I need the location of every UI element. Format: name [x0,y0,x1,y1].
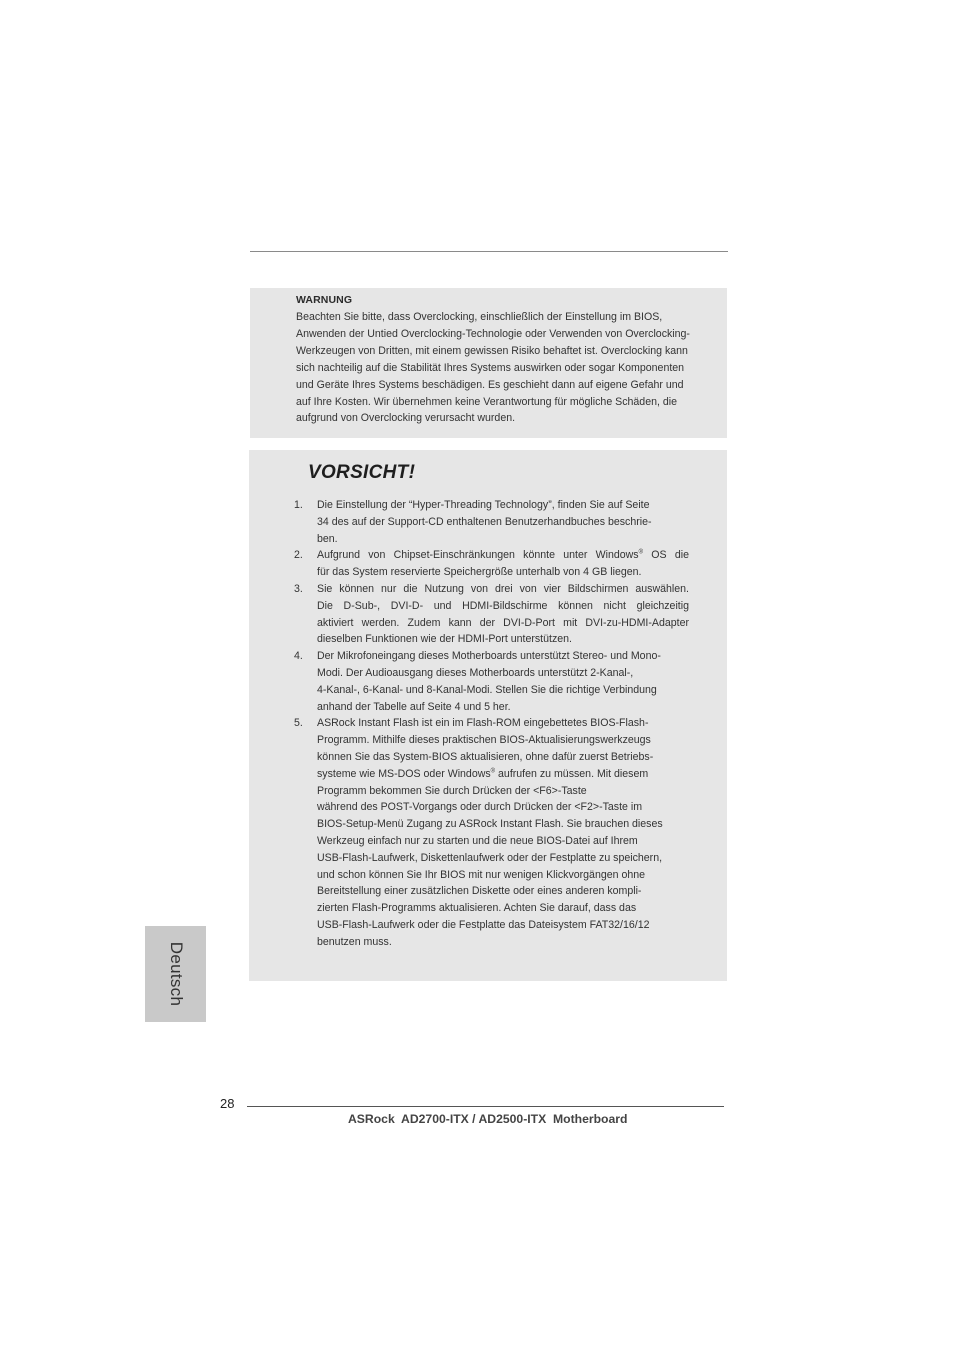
list-item-number: 3. [294,582,303,595]
list-item-line [317,766,689,783]
list-item-line: BIOS-Setup-Menü Zugang zu ASRock Instant Flash. Sie brauchen dieses [317,818,663,831]
list-item-line: Die Einstellung der “Hyper-Threading Technology”, finden Sie auf Seite [317,499,650,511]
list-item-line: USB-Flash-Laufwerk oder die Festplatte das Dateisystem FAT32/16/12 [317,918,650,931]
warning-title: WARNUNG [296,294,353,306]
warning-text [296,309,718,427]
warning-line: sich nachteilig auf die Stabilität Ihres Systems auswirken oder sogar Komponenten [296,361,685,374]
list-item-line: Programm. Mithilfe dieses praktischen BIOS-Aktualisierungswerkzeugs [317,734,651,747]
list-item-number: 1. [294,499,303,511]
list-item-number: 4. [294,650,303,663]
language-tab-label: Deutsch [166,941,186,1007]
warning-line: und Geräte Ihres Systems beschädigen. Es geschieht dann auf eigene Gefahr und [296,378,684,391]
warning-line: aufgrund von Overclocking verursacht wurden. [296,412,516,425]
list-item [294,648,689,715]
list-item-line: 34 des auf der Support-CD enthaltenen Benutzerhandbuches beschrie- [317,515,652,528]
registered-mark: ® [638,549,644,556]
list-item-text: systeme wie MS-DOS oder Windows [317,767,491,780]
list-item-line: während des POST-Vorgangs oder durch Drücken der <F2>-Taste im [317,801,643,814]
page-number: 28 [220,1096,235,1111]
list-item-line: benutzen muss. [317,935,392,948]
list-item-line: ASRock Instant Flash ist ein im Flash-ROM eingebettetes BIOS-Flash- [317,717,649,730]
list-item-line: können Sie das System-BIOS aktualisieren, ohne dafür zuerst Betriebs- [317,750,654,763]
warning-line: Anwenden der Untied Overclocking-Technologie oder Verwenden von Overclocking- [296,327,690,340]
list-item-line: aktiviert werden. Zudem kann der DVI-D-Port mit DVI-zu-HDMI-Adapter [317,616,689,629]
list-item-number: 2. [294,549,303,562]
list-item-line: Die D-Sub-, DVI-D- und HDMI-Bildschirme können nicht gleichzeitig [317,599,689,612]
footer-divider [247,1106,724,1107]
list-item-line: Sie können nur die Nutzung von drei von vier Bildschirmen auswählen. [317,582,689,595]
warning-line: Beachten Sie bitte, dass Overclocking, einschließlich der Einstellung im BIOS, [296,311,663,323]
list-item-line: Werkzeug einfach nur zu starten und die neue BIOS-Datei auf Ihrem [317,834,638,847]
list-item-line: für das System reservierte Speichergröße unterhalb von 4 GB liegen. [317,566,642,579]
list-item-line: Bereitstellung einer zusätzlichen Diskette oder eines anderen kompli- [317,885,642,898]
list-item-line: ben. [317,532,338,545]
list-item-line: Programm bekommen Sie durch Drücken der <F6>-Taste [317,784,587,797]
footer-title: ASRock AD2700-ITX / AD2500-ITX Motherboard [348,1112,628,1126]
caution-title: VORSICHT! [308,462,416,483]
list-item [294,547,689,581]
caution-list [294,497,689,951]
registered-mark: ® [490,768,496,775]
top-divider [250,251,728,252]
list-item-line: USB-Flash-Laufwerk, Diskettenlaufwerk oder der Festplatte zu speichern, [317,851,663,864]
warning-line: auf Ihre Kosten. Wir übernehmen keine Verantwortung für mögliche Schäden, die [296,395,678,408]
list-item-line: Modi. Der Audioausgang dieses Motherboards unterstützt 2-Kanal-, [317,666,634,679]
list-item-line: anhand der Tabelle auf Seite 4 und 5 her. [317,700,511,713]
list-item [294,497,689,547]
list-item-number: 5. [294,717,303,730]
language-tab [145,926,206,1022]
warning-line: Werkzeugen von Dritten, mit einem gewissen Risiko behaftet ist. Overclocking kann [296,344,688,357]
list-item-text: aufrufen zu müssen. Mit diesem [495,767,649,780]
list-item-line: 4-Kanal-, 6-Kanal- und 8-Kanal-Modi. Stellen Sie die richtige Verbindung [317,683,657,696]
list-item-text: Aufgrund von Chipset-Einschränkungen könnte unter Windows [317,549,639,562]
list-item-line: dieselben Funktionen wie der HDMI-Port unterstützen. [317,633,572,646]
list-item-text: OS die [643,549,689,562]
list-item-line: zierten Flash-Programms aktualisieren. Achten Sie darauf, dass das [317,902,637,915]
list-item-line [317,547,689,564]
list-item [294,715,689,950]
list-item [294,581,689,648]
list-item-line: Der Mikrofoneingang dieses Motherboards unterstützt Stereo- und Mono- [317,650,661,663]
list-item-line: und schon können Sie Ihr BIOS mit nur wenigen Klickvorgängen ohne [317,868,646,881]
